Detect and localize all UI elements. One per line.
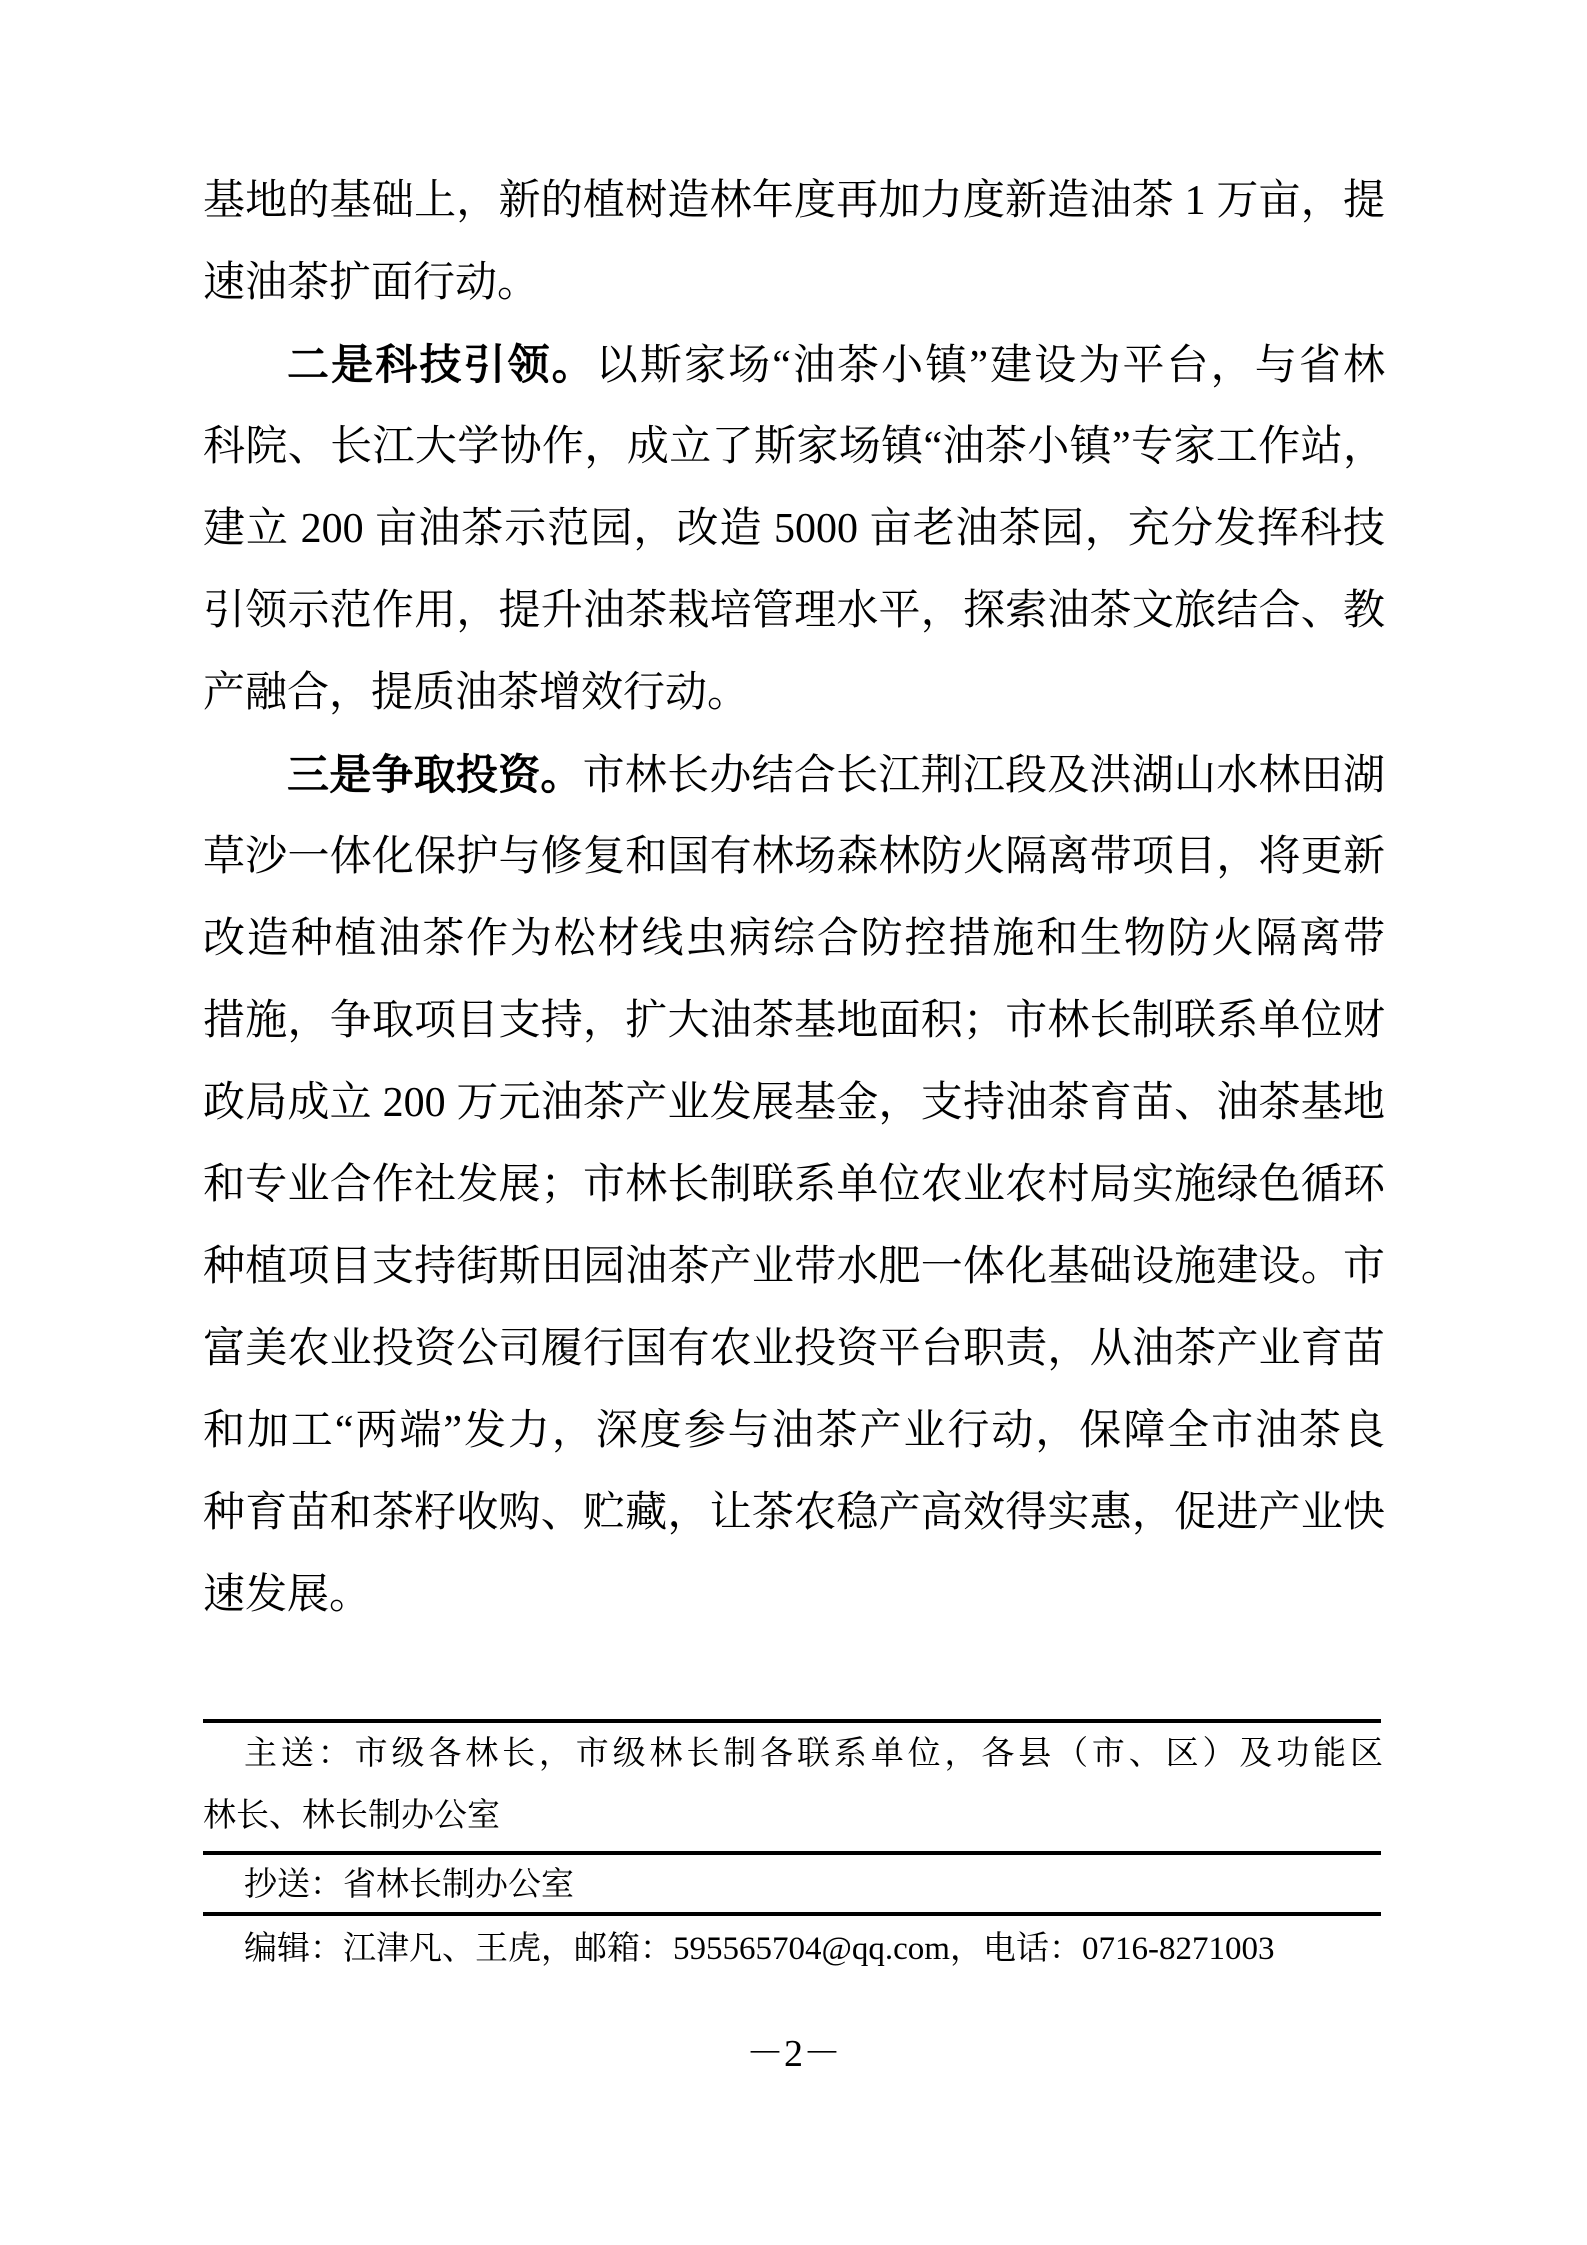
footer-divider <box>203 1851 1381 1855</box>
body-text-line: 产融合，提质油茶增效行动。 <box>203 670 750 716</box>
footer-divider <box>203 1912 1381 1916</box>
body-text-line: 富美农业投资公司履行国有农业投资平台职责，从油茶产业育苗 <box>203 1326 1385 1372</box>
body-text-segment: 市林长办结合长江荆江段及洪湖山水林田湖 <box>582 753 1385 799</box>
editor-contact-line: 编辑：江津凡、王虎，邮箱：595565704@qq.com，电话：0716-8271003 <box>244 1931 1275 1967</box>
document-body <box>203 160 1385 1636</box>
section-heading: 三是争取投资。 <box>287 751 583 798</box>
body-text-line <box>203 734 1385 816</box>
body-text-line: 种育苗和茶籽收购、贮藏，让茶农稳产高效得实惠，促进产业快 <box>203 1490 1385 1536</box>
body-text-line: 建立 200 亩油茶示范园，改造 5000 亩老油茶园，充分发挥科技 <box>203 506 1385 552</box>
body-text-line: 草沙一体化保护与修复和国有林场森林防火隔离带项目，将更新 <box>203 834 1385 880</box>
body-text-line: 引领示范作用，提升油茶栽培管理水平，探索油茶文旅结合、教 <box>203 588 1385 634</box>
body-text-line: 基地的基础上，新的植树造林年度再加力度新造油茶 1 万亩，提 <box>203 178 1385 224</box>
page-number: －2－ <box>745 2033 841 2075</box>
body-text-line: 政局成立 200 万元油茶产业发展基金，支持油茶育苗、油茶基地 <box>203 1080 1385 1126</box>
body-text-line: 措施，争取项目支持，扩大油茶基地面积；市林长制联系单位财 <box>203 998 1385 1044</box>
recipients-line-continued: 林长、林长制办公室 <box>203 1798 500 1834</box>
copy-to-line: 抄送：省林长制办公室 <box>244 1867 574 1903</box>
body-text-line: 速油茶扩面行动。 <box>203 260 540 306</box>
body-text-segment: 以斯家场“油茶小镇”建设为平台，与省林 <box>595 343 1385 389</box>
body-text-line: 和加工“两端”发力，深度参与油茶产业行动，保障全市油茶良 <box>203 1408 1385 1454</box>
body-text-line: 和专业合作社发展；市林长制联系单位农业农村局实施绿色循环 <box>203 1162 1385 1208</box>
recipients-line: 主送：市级各林长，市级林长制各联系单位，各县（市、区）及功能区 <box>244 1736 1383 1772</box>
body-text-line: 科院、长江大学协作，成立了斯家场镇“油茶小镇”专家工作站， <box>203 424 1385 470</box>
section-heading: 二是科技引领。 <box>287 341 596 388</box>
body-text-line: 速发展。 <box>203 1572 372 1618</box>
body-text-line <box>203 324 1385 406</box>
body-text-line: 改造种植油茶作为松材线虫病综合防控措施和生物防火隔离带 <box>203 916 1385 962</box>
body-text-line: 种植项目支持街斯田园油茶产业带水肥一体化基础设施建设。市 <box>203 1244 1385 1290</box>
